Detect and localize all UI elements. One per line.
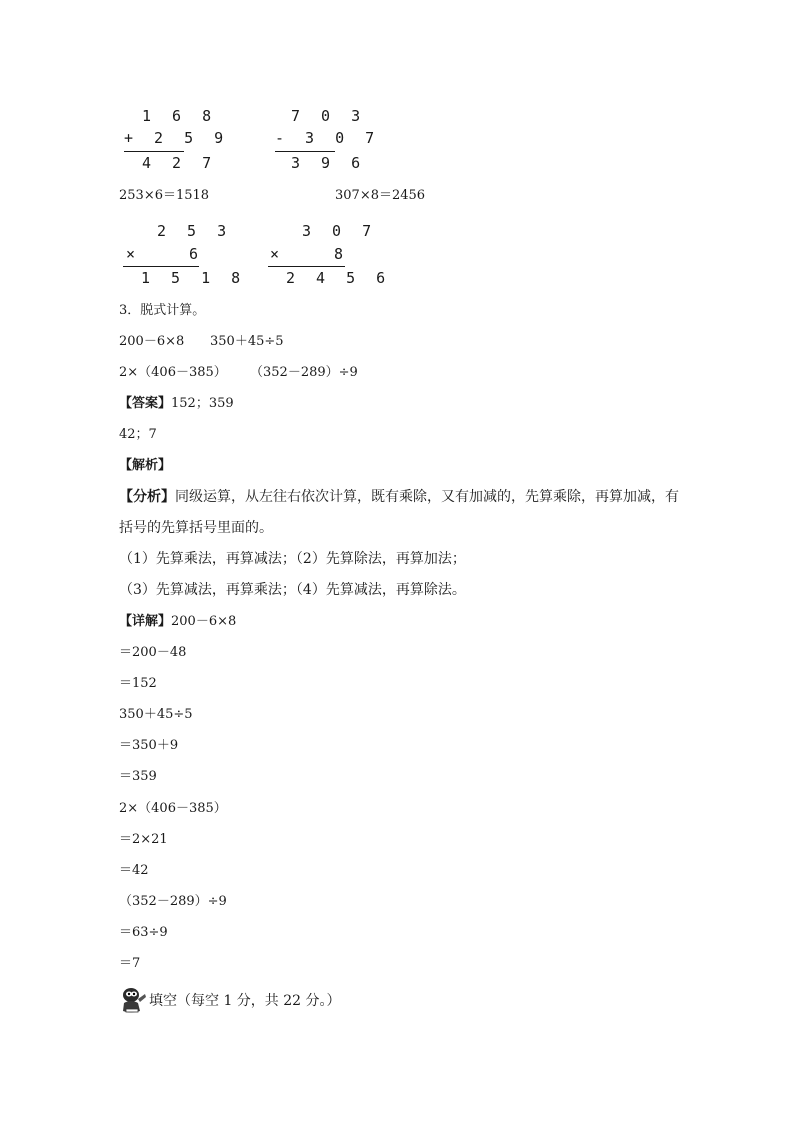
mascot-icon bbox=[118, 985, 146, 1013]
detail-line-11: ＝63÷9 bbox=[119, 925, 168, 940]
mul1-top-number: 2 5 3 bbox=[157, 222, 233, 240]
detail-line-5: ＝350＋9 bbox=[119, 738, 179, 753]
sub-top-number: 7 0 3 bbox=[291, 107, 367, 125]
answer-row bbox=[119, 396, 234, 412]
fenxi-row bbox=[119, 489, 679, 505]
fenxi-label: 【分析】 bbox=[119, 489, 175, 505]
mul2-result: 2 4 5 6 bbox=[286, 269, 392, 287]
answer-line-2: 42；7 bbox=[119, 427, 157, 442]
detail-line-4: 350＋45÷5 bbox=[119, 707, 193, 722]
equation-307: 307×8＝2456 bbox=[335, 188, 426, 203]
detail-line-7: 2×（406－385） bbox=[119, 801, 227, 816]
analysis-label: 【解析】 bbox=[119, 458, 172, 473]
detail-line-2: ＝200－48 bbox=[119, 645, 187, 660]
add-top-number: 1 6 8 bbox=[142, 107, 218, 125]
detail-line-10: （352－289）÷9 bbox=[119, 894, 227, 909]
mul1-divider-line bbox=[123, 266, 199, 267]
sub-divider-line bbox=[275, 151, 335, 152]
mul1-operator: × bbox=[126, 245, 142, 263]
add-second-number: + 2 5 9 bbox=[124, 129, 230, 147]
detail-label: 【详解】 bbox=[119, 614, 172, 629]
fenxi-text-1: 同级运算，从左往右依次计算，既有乘除，又有加减的，先算乘除，再算加减，有 bbox=[175, 489, 679, 505]
q3-item-4: （352－289）÷9 bbox=[250, 365, 358, 380]
detail-line-12: ＝7 bbox=[119, 956, 141, 971]
mul1-multiplier: 6 bbox=[189, 245, 205, 263]
answer-label: 【答案】 bbox=[119, 396, 172, 411]
detail-line-1: 200－6×8 bbox=[171, 614, 237, 629]
sub-result: 3 9 6 bbox=[291, 154, 367, 172]
mul2-multiplier: 8 bbox=[334, 245, 350, 263]
add-result: 4 2 7 bbox=[142, 154, 218, 172]
question-3-title: 3．脱式计算。 bbox=[119, 303, 206, 318]
detail-row bbox=[119, 614, 236, 630]
mul1-result: 1 5 1 8 bbox=[141, 269, 247, 287]
mul2-divider-line bbox=[268, 266, 345, 267]
q3-item-3: 2×（406－385） bbox=[119, 365, 227, 380]
fenxi-rule-2: （3）先算减法，再算乘法；（4）先算减法，再算除法。 bbox=[119, 582, 466, 598]
mul2-top-number: 3 0 7 bbox=[302, 222, 378, 240]
fenxi-rule-1: （1）先算乘法，再算减法；（2）先算除法，再算加法； bbox=[119, 551, 466, 567]
add-divider-line bbox=[124, 151, 184, 152]
detail-line-9: ＝42 bbox=[119, 863, 149, 878]
equation-253: 253×6＝1518 bbox=[119, 188, 210, 203]
section-title: 填空（每空 1 分，共 22 分。） bbox=[149, 993, 341, 1009]
detail-line-8: ＝2×21 bbox=[119, 832, 168, 847]
detail-line-3: ＝152 bbox=[119, 676, 157, 691]
fenxi-text-2: 括号的先算括号里面的。 bbox=[119, 520, 273, 536]
sub-second-number: - 3 0 7 bbox=[275, 129, 381, 147]
answer-line-1: 152；359 bbox=[171, 396, 234, 411]
detail-line-6: ＝359 bbox=[119, 769, 157, 784]
mul2-operator: × bbox=[270, 245, 286, 263]
q3-item-2: 350＋45÷5 bbox=[210, 334, 284, 349]
q3-item-1: 200－6×8 bbox=[119, 334, 185, 349]
